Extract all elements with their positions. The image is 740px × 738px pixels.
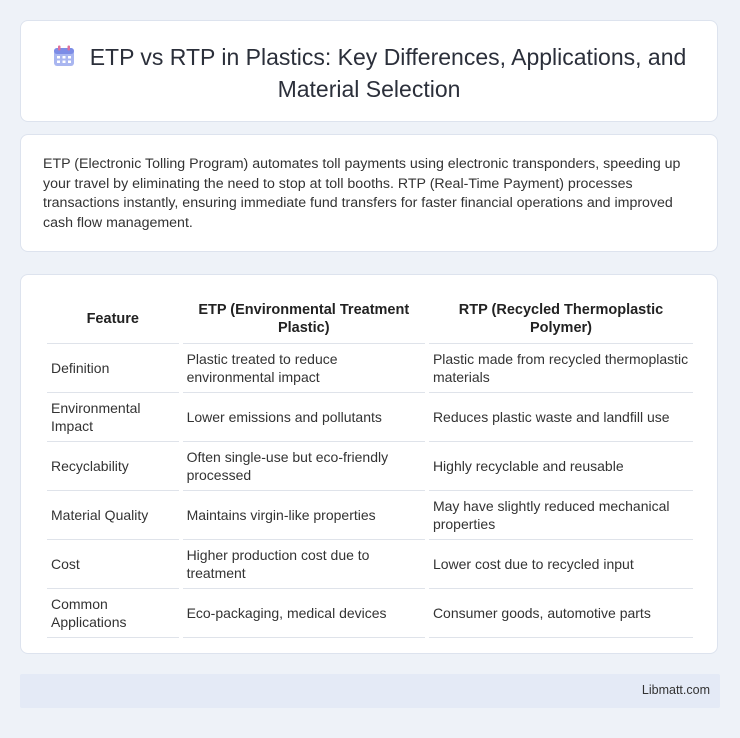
row-etp-cell: Higher production cost due to treatment xyxy=(183,540,425,589)
row-rtp-cell: May have slightly reduced mechanical properties xyxy=(429,491,693,540)
calendar-icon xyxy=(52,44,76,75)
header-feature: Feature xyxy=(47,295,179,344)
row-rtp-cell: Plastic made from recycled thermoplastic materials xyxy=(429,344,693,393)
row-feature-cell: Recyclability xyxy=(47,442,179,491)
row-rtp-cell: Reduces plastic waste and landfill use xyxy=(429,393,693,442)
row-etp-cell: Plastic treated to reduce environmental impact xyxy=(183,344,425,393)
header-etp: ETP (Environmental Treatment Plastic) xyxy=(183,295,425,344)
table-row xyxy=(47,393,693,442)
table-row xyxy=(47,540,693,589)
row-etp-cell: Eco-packaging, medical devices xyxy=(183,589,425,638)
table-row xyxy=(47,589,693,638)
table-header-row xyxy=(47,295,693,344)
row-etp-cell: Lower emissions and pollutants xyxy=(183,393,425,442)
footer-brand-link[interactable]: Libmatt.com xyxy=(641,683,710,697)
row-feature-cell: Common Applications xyxy=(47,589,179,638)
row-rtp-cell: Consumer goods, automotive parts xyxy=(429,589,693,638)
footer-bar xyxy=(20,674,720,708)
table-row xyxy=(47,442,693,491)
row-rtp-cell: Lower cost due to recycled input xyxy=(429,540,693,589)
summary-card xyxy=(20,134,718,252)
row-rtp-cell: Highly recyclable and reusable xyxy=(429,442,693,491)
table-row xyxy=(47,344,693,393)
row-feature-cell: Material Quality xyxy=(47,491,179,540)
row-feature-cell: Cost xyxy=(47,540,179,589)
summary-text: ETP (Electronic Tolling Program) automates toll payments using electronic transponders, speeding up your travel by eliminating the need to stop at toll booths. RTP (Real-Time Payment) processes transactions instantly, ensuring immediate fund transfers for faster financial operations and improved cash flow management. xyxy=(43,156,681,231)
comparison-card xyxy=(20,274,718,654)
header-rtp: RTP (Recycled Thermoplastic Polymer) xyxy=(429,295,693,344)
comparison-table xyxy=(43,295,697,638)
page-title: ETP vs RTP in Plastics: Key Differences, Applications, and Material Selection xyxy=(89,44,687,102)
page-title-row xyxy=(21,43,717,104)
row-feature-cell: Environmental Impact xyxy=(47,393,179,442)
row-etp-cell: Maintains virgin-like properties xyxy=(183,491,425,540)
row-feature-cell: Definition xyxy=(47,344,179,393)
row-etp-cell: Often single-use but eco-friendly processed xyxy=(183,442,425,491)
header-card xyxy=(20,20,718,122)
table-row xyxy=(47,491,693,540)
